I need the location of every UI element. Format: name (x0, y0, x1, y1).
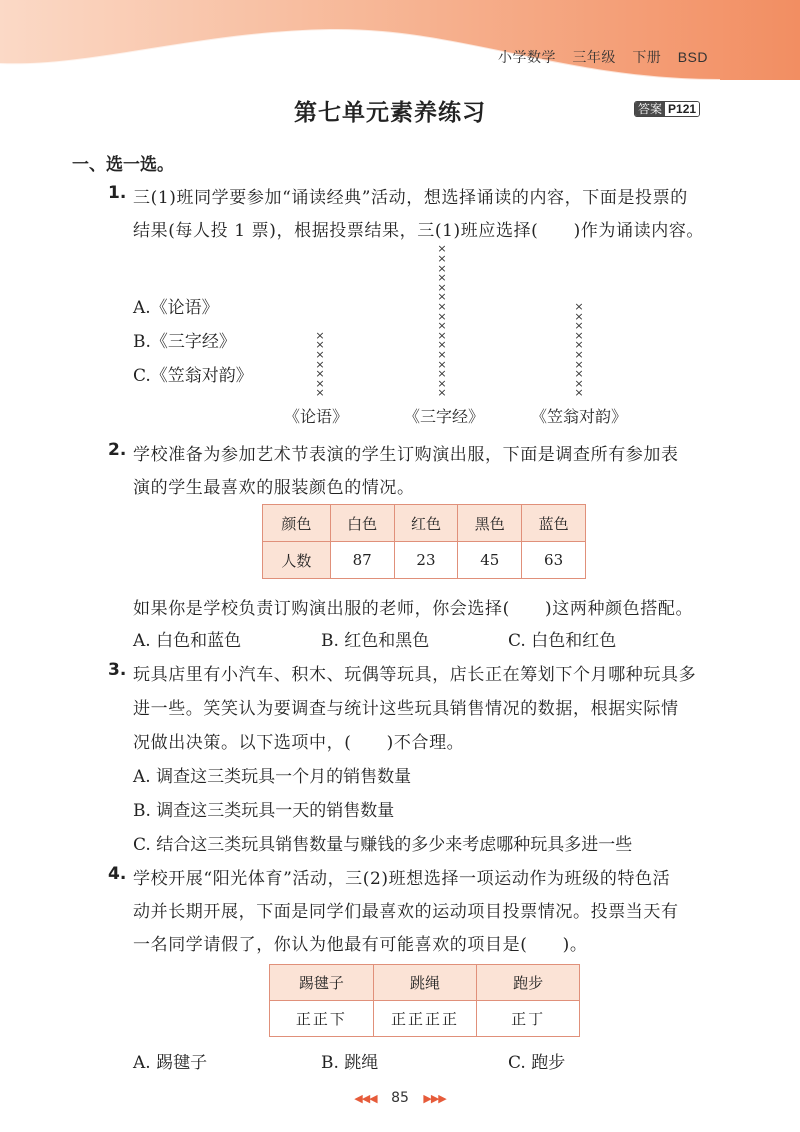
table-row (263, 542, 586, 579)
tally-mark: × (315, 386, 325, 400)
q2-line1: 学校准备为参加艺术节表演的学生订购演出服，下面是调查所有参加表 (133, 445, 679, 465)
tally-column-sanzijing (432, 244, 452, 398)
answer-badge-label: 答案 (635, 102, 665, 116)
header-edition: BSD (677, 49, 708, 65)
tally-mark: × (315, 376, 325, 390)
q1-option-c: C.《笠翁对韵》 (133, 366, 253, 386)
q2-option-b: B. 红色和黑色 (321, 631, 430, 651)
table-cell: 黑色 (458, 505, 522, 542)
next-page-arrows-icon[interactable]: ▶▶▶ (423, 1092, 446, 1105)
table-cell: 23 (394, 542, 458, 579)
tally-mark: × (574, 347, 584, 361)
tally-mark: × (574, 376, 584, 390)
tally-mark: × (574, 328, 584, 342)
q2-color-table (262, 504, 586, 579)
tally-mark: × (574, 357, 584, 371)
footer-page-nav (0, 1090, 800, 1106)
table-header-row (270, 965, 580, 1001)
q1-line2: 结果(每人投 1 票)，根据投票结果，三(1)班应选择( )作为诵读内容。 (133, 221, 705, 241)
table-header-row (263, 505, 586, 542)
table-cell: 45 (458, 542, 522, 579)
chart-label-sanzijing: 《三字经》 (404, 407, 485, 426)
q2-option-a: A. 白色和蓝色 (133, 631, 242, 651)
tally-mark: × (437, 251, 447, 265)
q1-option-a: A.《论语》 (133, 298, 219, 318)
page-title: 第七单元素养练习 (294, 100, 486, 126)
q4-line1: 学校开展“阳光体育”活动，三(2)班想选择一项运动作为班级的特色活 (133, 869, 671, 889)
tally-mark: × (437, 357, 447, 371)
tally-cell: 正正正正 (373, 1001, 477, 1037)
tally-mark: × (574, 386, 584, 400)
tally-mark: × (437, 271, 447, 285)
q4-option-b: B. 跳绳 (321, 1053, 379, 1073)
tally-mark: × (574, 338, 584, 352)
tally-mark: × (437, 280, 447, 294)
tally-cell: 正丁 (477, 1001, 580, 1037)
q4-vote-table (269, 964, 580, 1037)
q3-option-b: B. 调查这三类玩具一天的销售数量 (133, 801, 395, 821)
table-cell: 蓝色 (522, 505, 586, 542)
q3-number: 3. (108, 660, 127, 680)
header-grade: 三年级 (572, 49, 616, 65)
answer-badge-page: P121 (665, 102, 699, 116)
table-cell: 人数 (263, 542, 331, 579)
tally-mark: × (315, 347, 325, 361)
tally-mark: × (437, 309, 447, 323)
tally-mark: × (315, 328, 325, 342)
q1-option-b: B.《三字经》 (133, 332, 236, 352)
answer-badge[interactable] (634, 101, 700, 117)
q3-option-c: C. 结合这三类玩具销售数量与赚钱的多少来考虑哪种玩具多进一些 (133, 835, 633, 855)
header-info (486, 47, 708, 67)
q1-line1: 三(1)班同学要参加“诵读经典”活动，想选择诵读的内容，下面是投票的 (133, 188, 688, 208)
q3-line2: 进一些。笑笑认为要调查与统计这些玩具销售情况的数据，根据实际情 (133, 699, 679, 719)
tally-mark: × (315, 367, 325, 381)
tally-mark: × (315, 338, 325, 352)
tally-mark: × (437, 261, 447, 275)
tally-mark: × (437, 338, 447, 352)
table-row (270, 1001, 580, 1037)
tally-mark: × (437, 376, 447, 390)
section-title: 一、选一选。 (72, 155, 174, 175)
tally-column-lunyu (310, 328, 330, 400)
q2-number: 2. (108, 440, 127, 460)
q4-option-a: A. 踢毽子 (133, 1053, 208, 1073)
q2-line3: 如果你是学校负责订购演出服的老师，你会选择( )这两种颜色搭配。 (133, 599, 694, 619)
table-cell: 白色 (330, 505, 394, 542)
tally-cell: 正正下 (270, 1001, 374, 1037)
table-cell: 跑步 (477, 965, 580, 1001)
tally-column-liweng (569, 302, 589, 398)
chart-label-lunyu: 《论语》 (284, 407, 349, 426)
chart-label-liweng: 《笠翁对韵》 (531, 407, 628, 426)
tally-mark: × (437, 319, 447, 333)
tally-mark: × (437, 386, 447, 400)
q1-number: 1. (108, 183, 127, 203)
tally-mark: × (574, 309, 584, 323)
tally-mark: × (437, 299, 447, 313)
q3-option-a: A. 调查这三类玩具一个月的销售数量 (133, 767, 412, 787)
tally-mark: × (437, 242, 447, 256)
header-volume: 下册 (632, 49, 662, 65)
q2-line2: 演的学生最喜欢的服装颜色的情况。 (133, 478, 415, 498)
q4-line2: 动并长期开展，下面是同学们最喜欢的运动项目投票情况。投票当天有 (133, 902, 679, 922)
tally-mark: × (437, 347, 447, 361)
tally-mark: × (315, 357, 325, 371)
q4-number: 4. (108, 864, 127, 884)
table-cell: 63 (522, 542, 586, 579)
header-band (0, 0, 800, 80)
tally-mark: × (437, 367, 447, 381)
q4-line3: 一名同学请假了，你认为他最有可能喜欢的项目是( )。 (133, 935, 588, 955)
page-number: 85 (391, 1090, 409, 1106)
header-subject: 小学数学 (498, 49, 557, 65)
tally-mark: × (437, 290, 447, 304)
tally-mark: × (437, 328, 447, 342)
table-cell: 颜色 (263, 505, 331, 542)
table-cell: 87 (330, 542, 394, 579)
table-cell: 跳绳 (373, 965, 477, 1001)
tally-mark: × (574, 300, 584, 313)
q3-line3: 况做出决策。以下选项中，( )不合理。 (133, 733, 465, 753)
q2-option-c: C. 白色和红色 (508, 631, 617, 651)
prev-page-arrows-icon[interactable]: ◀◀◀ (354, 1092, 377, 1105)
table-cell: 红色 (394, 505, 458, 542)
tally-mark: × (574, 367, 584, 381)
table-cell: 踢毽子 (270, 965, 374, 1001)
tally-mark: × (574, 319, 584, 333)
q4-option-c: C. 跑步 (508, 1053, 566, 1073)
q3-line1: 玩具店里有小汽车、积木、玩偶等玩具，店长正在筹划下个月哪种玩具多 (133, 665, 697, 685)
